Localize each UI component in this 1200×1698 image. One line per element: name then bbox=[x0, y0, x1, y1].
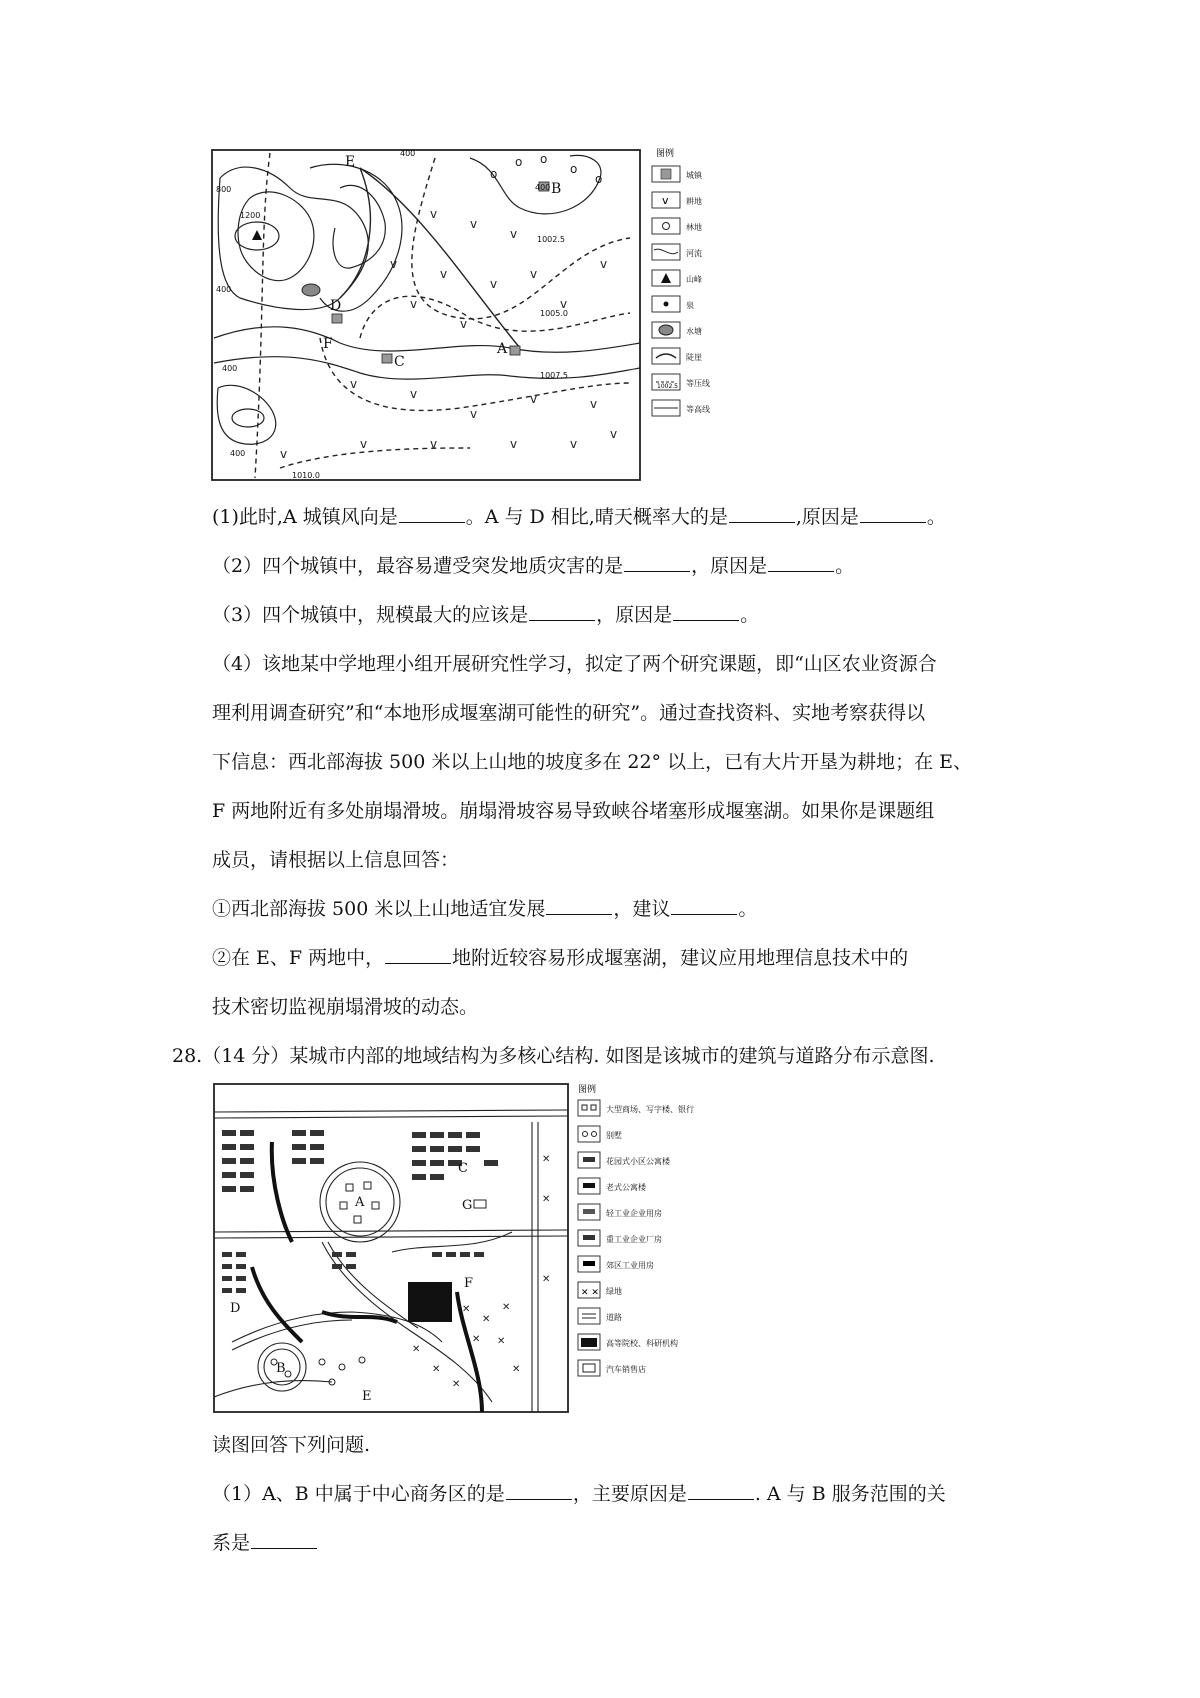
svg-text:v: v bbox=[390, 257, 398, 271]
cliff-legend-icon bbox=[656, 354, 676, 358]
university-block bbox=[408, 1282, 452, 1322]
city-map-svg bbox=[212, 1082, 772, 1420]
q27-part4-line4: F 两地附近有多处崩塌滑坡。崩塌滑坡容易导致峡谷堵塞形成堰塞湖。如果你是课题组 bbox=[212, 800, 935, 822]
svg-text:✕: ✕ bbox=[502, 1302, 511, 1313]
answer-blank[interactable] bbox=[671, 896, 737, 915]
spring-legend-icon bbox=[664, 302, 669, 307]
svg-text:v: v bbox=[600, 257, 608, 271]
answer-blank[interactable] bbox=[529, 602, 595, 621]
svg-text:✕: ✕ bbox=[452, 1379, 461, 1390]
legend-item: 城镇 bbox=[686, 171, 702, 180]
svg-text:v: v bbox=[350, 377, 358, 391]
answer-blank[interactable] bbox=[399, 504, 465, 523]
contour-label: 800 bbox=[216, 185, 232, 194]
city-legend-item: 别墅 bbox=[606, 1131, 622, 1140]
pond-icon bbox=[302, 284, 320, 296]
svg-text:o: o bbox=[515, 155, 523, 169]
svg-text:v: v bbox=[490, 277, 498, 291]
figure-topographic-map bbox=[210, 148, 730, 486]
figure-city-map bbox=[212, 1082, 772, 1420]
map-label-c: C bbox=[394, 354, 405, 370]
svg-text:v: v bbox=[590, 397, 598, 411]
svg-text:v: v bbox=[430, 437, 438, 451]
answer-blank[interactable] bbox=[546, 896, 612, 915]
svg-text:o: o bbox=[490, 167, 498, 181]
svg-text:v: v bbox=[510, 227, 518, 241]
svg-text:v: v bbox=[530, 267, 538, 281]
q27-part4-line5: 成员，请根据以上信息回答： bbox=[212, 849, 460, 871]
answer-blank[interactable] bbox=[768, 553, 834, 572]
answer-blank[interactable] bbox=[673, 602, 739, 621]
garden-apartment-legend-icon bbox=[583, 1157, 595, 1162]
q27-part4-line3: 下信息：西北部海拔 500 米以上山地的坡度多在 22° 以上，已有大片开垦为耕地；在 E、 bbox=[212, 751, 973, 773]
legend-item: 陡崖 bbox=[686, 353, 702, 362]
city-map-frame bbox=[214, 1084, 568, 1412]
q27-part3: （3）四个城镇中，规模最大的应该是 ，原因是 。 bbox=[212, 604, 760, 626]
map-label-f: F bbox=[323, 336, 333, 352]
contour-label: 400 bbox=[230, 449, 246, 458]
peak-legend-icon bbox=[661, 273, 671, 283]
city-legend-item: 道路 bbox=[606, 1313, 622, 1322]
town-icon-d bbox=[332, 314, 342, 323]
city-label-g: G bbox=[462, 1198, 473, 1213]
answer-blank[interactable] bbox=[688, 1481, 754, 1500]
svg-text:v: v bbox=[470, 407, 478, 421]
map-label-e: E bbox=[345, 154, 356, 170]
answer-blank[interactable] bbox=[729, 504, 795, 523]
cbd-legend-icon bbox=[582, 1105, 587, 1110]
svg-text:v: v bbox=[360, 437, 368, 451]
town-icon-c bbox=[382, 354, 392, 363]
legend-item: 水塘 bbox=[686, 327, 702, 336]
city-legend bbox=[578, 1083, 694, 1376]
map-label-a: A bbox=[497, 341, 508, 357]
map-label-b: B bbox=[551, 181, 562, 197]
answer-blank[interactable] bbox=[506, 1481, 572, 1500]
city-label-c: C bbox=[458, 1161, 468, 1176]
city-legend-item: 大型商场、写字楼、银行 bbox=[606, 1105, 694, 1114]
q28-header: 28.（14 分）某城市内部的地域结构为多核心结构. 如图是该城市的建筑与道路分布示意图. bbox=[172, 1045, 935, 1067]
q27-part4-line2: 理利用调查研究”和“本地形成堰塞湖可能性的研究”。通过查找资料、实地考察获得以 bbox=[212, 702, 926, 724]
contour-label: 400 bbox=[216, 285, 232, 294]
map-legend bbox=[652, 148, 710, 416]
svg-text:✕: ✕ bbox=[432, 1364, 441, 1375]
city-legend-item: 老式公寓楼 bbox=[606, 1183, 646, 1192]
q28-part1-line2: 系是 bbox=[212, 1528, 318, 1558]
svg-text:o: o bbox=[540, 152, 548, 166]
svg-text:✕: ✕ bbox=[412, 1344, 421, 1355]
svg-text:v: v bbox=[510, 437, 518, 451]
isobar-legend-sample: 1002.5 bbox=[657, 383, 678, 390]
svg-text:v: v bbox=[610, 427, 618, 441]
contour-label: 400 bbox=[535, 183, 551, 192]
old-apartment-legend-icon bbox=[583, 1183, 595, 1188]
q27-part4-line1: （4）该地某中学地理小组开展研究性学习，拟定了两个研究课题，即“山区农业资源合 bbox=[212, 653, 937, 675]
svg-text:✕: ✕ bbox=[542, 1194, 551, 1205]
city-legend-item: 高等院校、科研机构 bbox=[606, 1339, 678, 1348]
city-legend-item: 重工业企业厂房 bbox=[606, 1235, 662, 1244]
legend-item: 河流 bbox=[686, 249, 702, 258]
city-label-d: D bbox=[230, 1301, 241, 1316]
svg-text:✕: ✕ bbox=[512, 1364, 521, 1375]
legend-item: 林地 bbox=[686, 223, 702, 232]
city-legend-item: 绿地 bbox=[606, 1287, 622, 1296]
svg-text:✕: ✕ bbox=[472, 1334, 481, 1345]
answer-blank[interactable] bbox=[385, 945, 451, 964]
car-dealer-icon bbox=[474, 1200, 486, 1208]
q27-sub1: ①西北部海拔 500 米以上山地适宜发展 ，建议 。 bbox=[212, 898, 758, 920]
villa-legend-icon bbox=[583, 1132, 588, 1137]
contour-label: 1200 bbox=[240, 211, 261, 220]
svg-text:v: v bbox=[430, 207, 438, 221]
forest-legend-icon bbox=[663, 223, 670, 230]
svg-text:v: v bbox=[410, 297, 418, 311]
city-legend-item: 郊区工业用房 bbox=[606, 1261, 654, 1270]
legend-title: 图例 bbox=[656, 149, 675, 159]
isobar-label: 1007.5 bbox=[540, 371, 568, 380]
svg-text:v: v bbox=[560, 297, 568, 311]
legend-item: 等高线 bbox=[686, 405, 710, 414]
road-legend-icon bbox=[582, 1314, 596, 1318]
svg-text:✕: ✕ bbox=[482, 1314, 491, 1325]
svg-text:o: o bbox=[570, 162, 578, 176]
q27-part1: (1)此时,A 城镇风向是 。A 与 D 相比,晴天概率大的是 ,原因是 。 bbox=[212, 506, 946, 528]
answer-blank[interactable] bbox=[624, 553, 690, 572]
q28-intro: 读图回答下列问题. bbox=[212, 1434, 371, 1456]
city-legend-title: 图例 bbox=[578, 1085, 597, 1095]
river-legend-icon bbox=[654, 249, 678, 254]
city-label-a: A bbox=[355, 1195, 365, 1210]
svg-text:✕: ✕ bbox=[497, 1336, 506, 1347]
cropland-legend-icon: v bbox=[662, 194, 669, 207]
answer-blank[interactable] bbox=[251, 1530, 317, 1549]
green-space-legend-icon: ✕ ✕ bbox=[581, 1288, 599, 1298]
svg-text:v: v bbox=[410, 387, 418, 401]
city-label-e: E bbox=[362, 1389, 372, 1404]
pond-legend-icon bbox=[659, 325, 673, 335]
isobar-label: 1010.0 bbox=[292, 471, 320, 480]
map-label-d: D bbox=[330, 298, 342, 314]
contour-label: 400 bbox=[400, 149, 416, 158]
city-legend-item: 汽车销售店 bbox=[606, 1365, 646, 1374]
car-dealer-legend-icon bbox=[583, 1364, 595, 1372]
answer-blank[interactable] bbox=[860, 504, 926, 523]
town-legend-icon bbox=[661, 169, 671, 179]
heavy-industry-legend-icon bbox=[583, 1235, 595, 1240]
isobar-label: 1005.0 bbox=[540, 309, 568, 318]
city-legend-item: 花园式小区公寓楼 bbox=[606, 1157, 670, 1166]
q27-part2: （2）四个城镇中，最容易遭受突发地质灾害的是 ，原因是 。 bbox=[212, 555, 855, 577]
contour-label: 400 bbox=[222, 364, 238, 373]
svg-text:v: v bbox=[470, 217, 478, 231]
city-label-b: B bbox=[276, 1361, 286, 1376]
map-frame bbox=[212, 150, 640, 480]
peak-icon bbox=[252, 230, 262, 240]
town-icon-a bbox=[510, 346, 520, 355]
q28-part1-line1: （1）A、B 中属于中心商务区的是 ，主要原因是 . A 与 B 服务范围的关 bbox=[212, 1483, 946, 1505]
university-legend-icon bbox=[581, 1338, 597, 1347]
svg-text:✕: ✕ bbox=[462, 1304, 471, 1315]
q27-sub2-line2: 技术密切监视崩塌滑坡的动态。 bbox=[212, 996, 479, 1018]
legend-item: 泉 bbox=[686, 301, 694, 310]
legend-item: 山峰 bbox=[686, 275, 702, 284]
svg-text:✕: ✕ bbox=[542, 1274, 551, 1285]
legend-item: 等压线 bbox=[686, 379, 710, 388]
light-industry-legend-icon bbox=[583, 1209, 595, 1214]
city-legend-item: 轻工业企业用房 bbox=[606, 1209, 662, 1218]
svg-text:v: v bbox=[460, 317, 468, 331]
svg-text:v: v bbox=[530, 392, 538, 406]
city-label-f: F bbox=[464, 1276, 474, 1291]
svg-text:v: v bbox=[280, 447, 288, 461]
topographic-map-svg bbox=[210, 148, 730, 486]
isobar-label: 1002.5 bbox=[537, 235, 565, 244]
svg-text:✕: ✕ bbox=[542, 1154, 551, 1165]
svg-text:v: v bbox=[440, 267, 448, 281]
q27-sub2-line1: ②在 E、F 两地中， 地附近较容易形成堰塞湖，建议应用地理信息技术中的 bbox=[212, 947, 909, 969]
svg-text:o: o bbox=[595, 172, 603, 186]
legend-item: 耕地 bbox=[686, 197, 702, 206]
svg-text:v: v bbox=[570, 437, 578, 451]
suburban-industry-legend-icon bbox=[583, 1261, 595, 1266]
